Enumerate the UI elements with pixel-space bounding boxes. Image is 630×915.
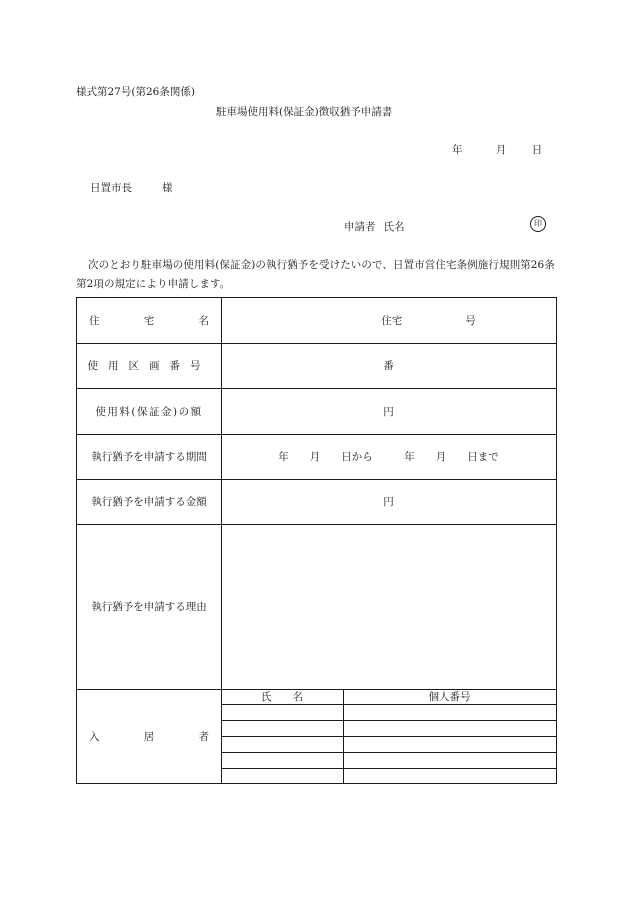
seal-mark: 印 <box>530 216 546 232</box>
label-text <box>89 313 209 328</box>
label-housing-name <box>77 298 221 343</box>
label-char: 名 <box>198 315 209 327</box>
applicant-line <box>344 219 405 234</box>
form-number: 様式第27号(第26条関係) <box>76 86 195 98</box>
residents-col-id <box>343 689 556 704</box>
label-text: 使用区画番号 <box>87 360 211 372</box>
resident-id-cell[interactable] <box>344 737 555 751</box>
applicant-label: 申請者 <box>344 221 376 233</box>
application-table <box>76 297 557 784</box>
label-text: 執行猶予を申請する金額 <box>91 496 207 508</box>
document-title: 駐車場使用料(保証金)徴収猶予申請書 <box>216 106 393 118</box>
value-text: 年 月 日から 年 月 日まで <box>278 451 499 463</box>
resident-name-cell[interactable] <box>222 769 342 782</box>
label-text <box>89 729 209 744</box>
value-text: 円 <box>383 496 394 508</box>
resident-id-cell[interactable] <box>344 769 555 782</box>
value-housing-name[interactable] <box>221 298 556 343</box>
label-char: 入 <box>89 730 100 743</box>
resident-name-cell[interactable] <box>222 705 342 719</box>
label-fee-amount <box>77 388 221 434</box>
label-text: 執行猶予を申請する期間 <box>91 451 207 463</box>
value-lot-number[interactable] <box>221 343 556 388</box>
resident-name-cell[interactable] <box>222 753 342 767</box>
value-deferral-reason[interactable] <box>221 524 556 689</box>
label-deferral-reason <box>77 524 221 689</box>
label-char: 住 <box>89 315 100 327</box>
body-paragraph: 次のとおり駐車場の使用料(保証金)の執行猶予を受けたいので、日置市営住宅条例施行規則第26条第2項の規定により申請します。 <box>76 259 555 290</box>
residents-col-name <box>221 689 343 704</box>
resident-id-cell[interactable] <box>344 705 555 719</box>
addressee-name: 日置市長 <box>90 182 132 194</box>
col-header-text: 個人番号 <box>428 691 471 703</box>
value-deferral-period[interactable] <box>221 434 556 479</box>
resident-name-cell[interactable] <box>222 737 342 751</box>
addressee-honorific: 様 <box>162 182 173 194</box>
value-deferral-amount[interactable] <box>221 479 556 524</box>
applicant-name-label: 氏名 <box>383 221 405 233</box>
label-text: 使用料(保証金)の額 <box>95 405 203 418</box>
resident-name-cell[interactable] <box>222 721 342 735</box>
year-label: 年 <box>452 144 463 156</box>
value-text: 円 <box>383 405 394 418</box>
date-line <box>452 142 542 157</box>
label-deferral-amount <box>77 479 221 524</box>
resident-id-cell[interactable] <box>344 721 555 735</box>
value-fee-amount[interactable] <box>221 388 556 434</box>
label-lot-number <box>77 343 221 388</box>
label-deferral-period <box>77 434 221 479</box>
addressee <box>90 180 173 195</box>
value-text: 住宅 号 <box>381 315 476 327</box>
label-residents <box>77 689 221 783</box>
label-char: 者 <box>198 730 209 743</box>
day-label: 日 <box>531 144 543 156</box>
value-text: 番 <box>383 360 394 372</box>
label-text: 執行猶予を申請する理由 <box>91 601 207 613</box>
label-char: 居 <box>143 730 155 743</box>
month-label: 月 <box>495 144 507 156</box>
label-char: 宅 <box>143 315 155 327</box>
col-header-text: 氏 名 <box>261 691 303 703</box>
resident-id-cell[interactable] <box>344 753 555 767</box>
